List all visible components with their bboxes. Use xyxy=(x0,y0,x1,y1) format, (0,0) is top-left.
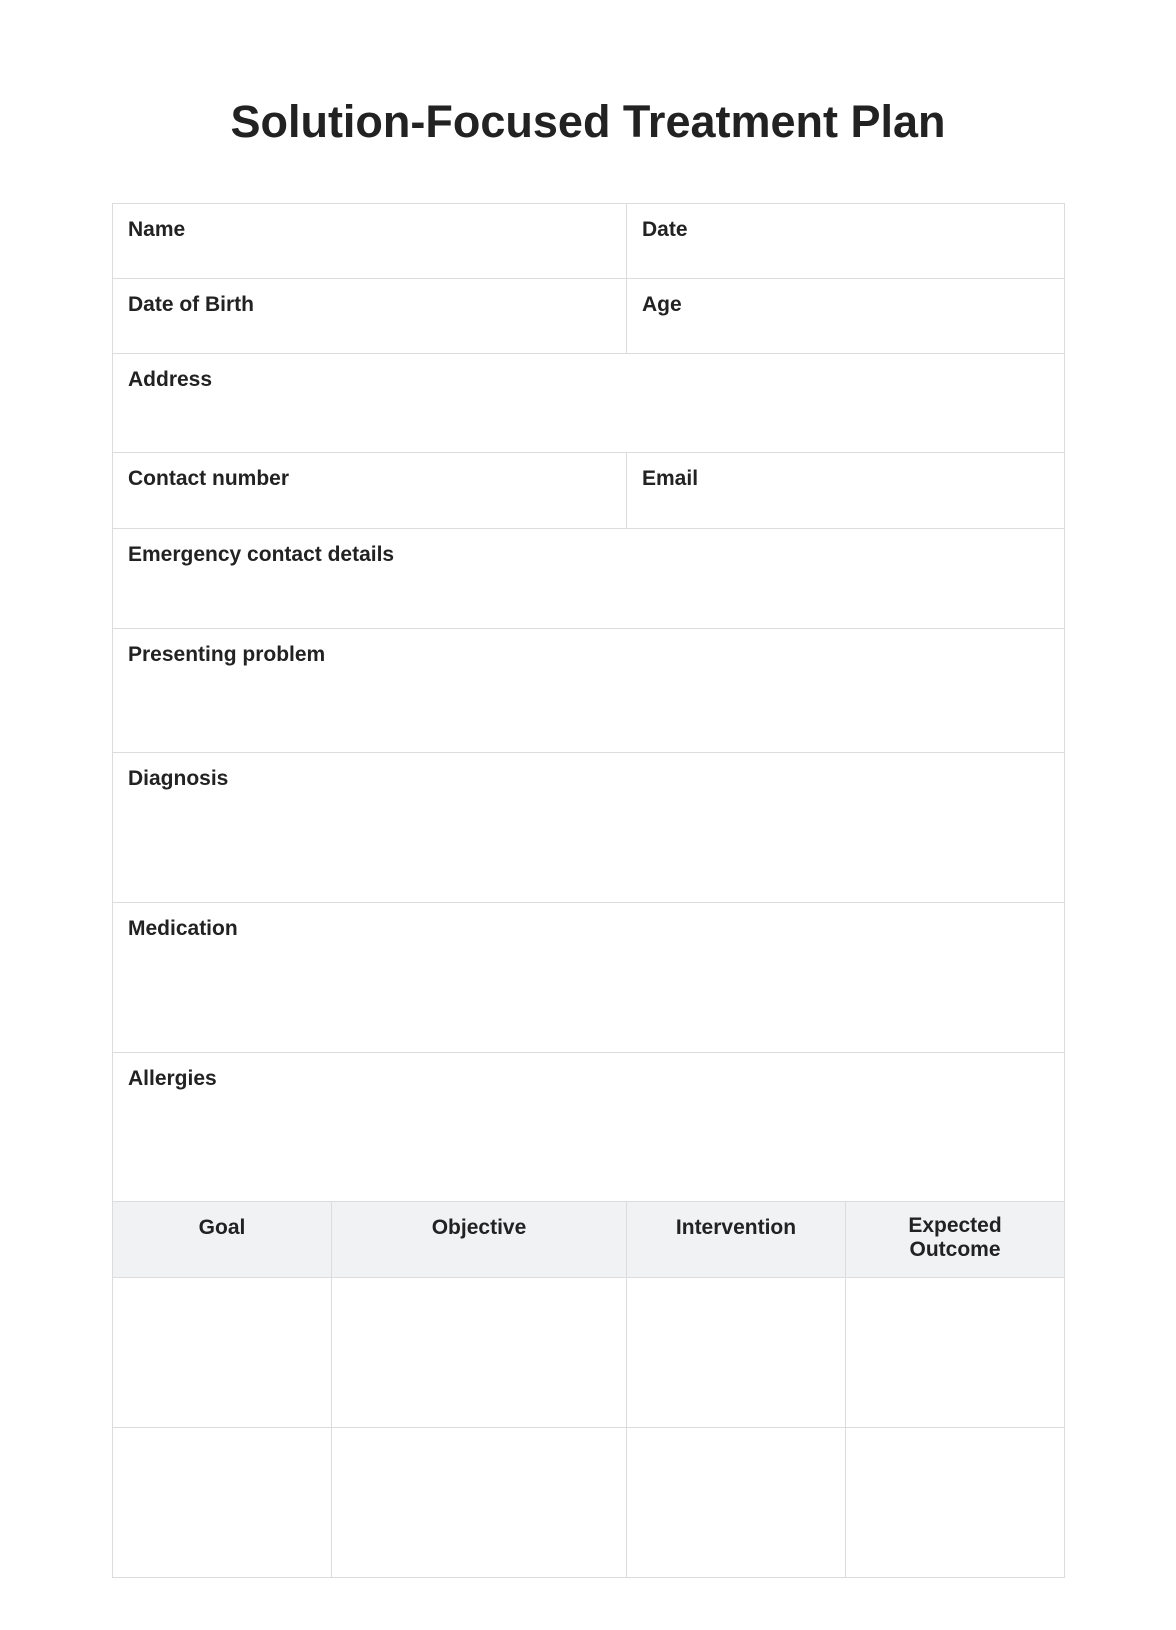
diagnosis-field[interactable]: Diagnosis xyxy=(128,767,229,790)
table-row xyxy=(113,1428,1064,1577)
header-goal: Goal xyxy=(113,1202,332,1277)
intervention-cell[interactable] xyxy=(627,1428,846,1577)
allergies-field[interactable]: Allergies xyxy=(128,1067,217,1090)
outcome-cell[interactable] xyxy=(846,1278,1064,1427)
age-field[interactable]: Age xyxy=(642,293,682,316)
page-title: Solution-Focused Treatment Plan xyxy=(230,96,946,147)
outcome-cell[interactable] xyxy=(846,1428,1064,1577)
objective-cell[interactable] xyxy=(332,1278,627,1427)
emergency-contact-field[interactable]: Emergency contact details xyxy=(128,543,395,566)
objective-cell[interactable] xyxy=(332,1428,627,1577)
goal-cell[interactable] xyxy=(113,1428,332,1577)
treatment-plan-table xyxy=(112,1201,1065,1578)
header-intervention: Intervention xyxy=(627,1202,846,1277)
goal-cell[interactable] xyxy=(113,1278,332,1427)
table-row xyxy=(113,1278,1064,1428)
address-field[interactable]: Address xyxy=(128,368,213,391)
date-field[interactable]: Date xyxy=(642,218,688,241)
medication-field[interactable]: Medication xyxy=(128,917,238,940)
name-field[interactable]: Name xyxy=(113,204,627,278)
contact-number-field[interactable]: Contact number xyxy=(113,453,627,528)
header-objective: Objective xyxy=(332,1202,627,1277)
intervention-cell[interactable] xyxy=(627,1278,846,1427)
email-field[interactable]: Email xyxy=(642,467,699,490)
presenting-problem-field[interactable]: Presenting problem xyxy=(128,643,326,666)
dob-field[interactable]: Date of Birth xyxy=(113,279,627,353)
client-info-table xyxy=(112,203,1065,1203)
header-expected-outcome: Expected Outcome xyxy=(846,1202,1064,1277)
